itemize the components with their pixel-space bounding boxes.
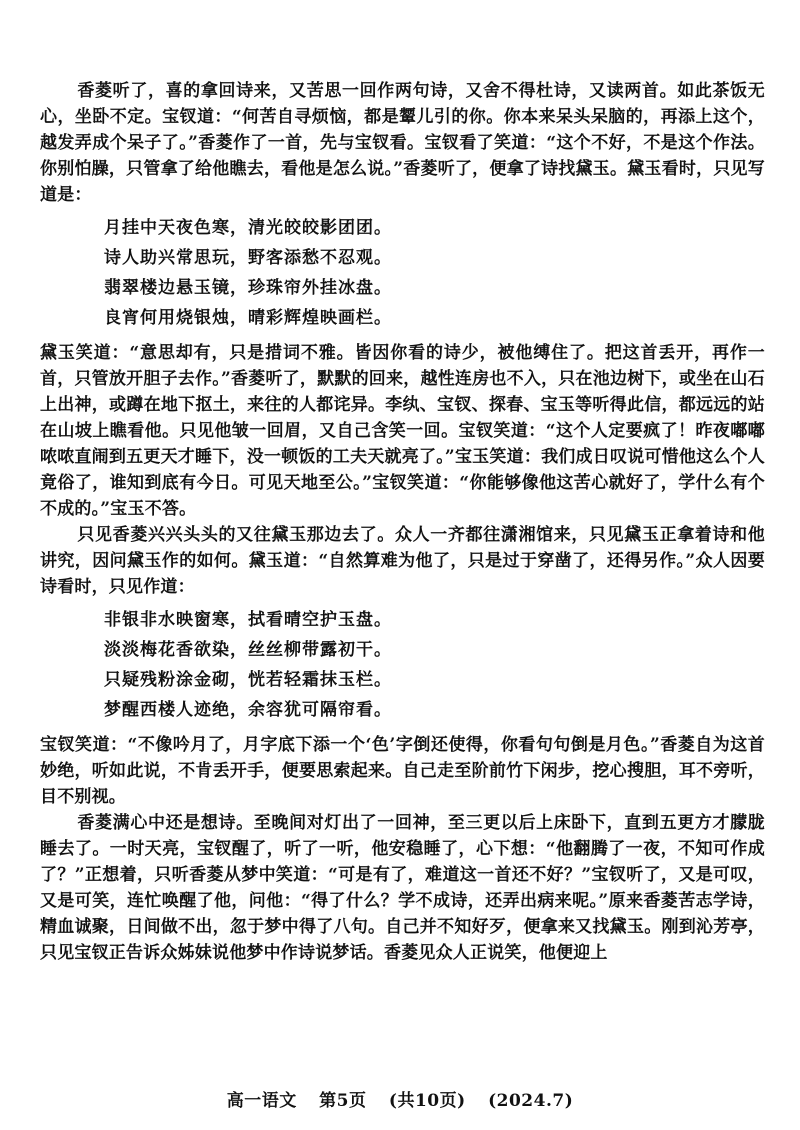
footer-page-number: 第5页 [319,1091,367,1111]
poem-second [40,605,765,725]
poem-line: 良宵何用烧银烛，晴彩辉煌映画栏。 [104,308,392,328]
paragraph: 只见香菱兴兴头头的又往黛玉那边去了。众人一齐都往潇湘馆来，只见黛玉正拿着诗和他讲究，因问黛玉作的如何。黛玉道：“自然算难为他了，只是过于穿凿了，还得另作。”众人因要诗看时，只见作道： [40,525,765,597]
poem-line: 淡淡梅花香欲染，丝丝柳带露初干。 [104,640,392,660]
poem-line: 梦醒西楼人迹绝，余容犹可隔帘看。 [104,700,392,720]
poem-line: 月挂中天夜色寒，清光皎皎影团团。 [104,218,392,238]
poem-line: 非银非水映窗寒，拭看晴空护玉盘。 [104,610,392,630]
poem-line: 翡翠楼边悬玉镜，珍珠帘外挂冰盘。 [104,278,392,298]
poem-line: 只疑残粉涂金砌，恍若轻霜抹玉栏。 [104,670,392,690]
footer-date: (2024.7) [488,1091,574,1111]
passage-text [40,78,765,966]
paragraph: 香菱满心中还是想诗。至晚间对灯出了一回神，至三更以后上床卧下，直到五更方才朦胧睡去了。一时天亮，宝钗醒了，听了一听，他安稳睡了，心下想：“他翻腾了一夜，不知可作成了？”正想着，只听香菱从梦中笑道：“可是有了，难道这一首还不好？”宝钗听了，又是可叹，又是可笑，连忙唤醒了他，问他：“得了什么？学不成诗，还弄出病来呢。”原来香菱苦志学诗，精血诚聚，日间做不出，忽于梦中得了八句。自己并不知好歹，便拿来又找黛玉。刚到沁芳亭，只见宝钗正告诉众姊妹说他梦中作诗说梦话。香菱见众人正说笑，他便迎上 [40,813,765,963]
footer-course: 高一语文 [226,1091,297,1111]
page-footer [0,1086,800,1111]
poem-line: 诗人助兴常思玩，野客添愁不忍观。 [104,248,392,268]
footer-total-pages: (共10页) [388,1091,466,1111]
poem-first [40,213,765,333]
paragraph: 黛玉笑道：“意思却有，只是措词不雅。皆因你看的诗少，被他缚住了。把这首丢开，再作一首，只管放开胆子去作。”香菱听了，默默的回来，越性连房也不入，只在池边树下，或坐在山石上出神，或蹲在地下抠土，来往的人都诧异。李纨、宝钗、探春、宝玉等听得此信，都远远的站在山坡上瞧看他。只见他皱一回眉，又自己含笑一回。宝钗笑道：“这个人定要疯了！昨夜嘟嘟哝哝直闹到五更天才睡下，没一顿饭的工夫天就亮了。”宝玉笑道：我们成日叹说可惜他这么个人竟俗了，谁知到底有今日。可见天地至公。”宝钗笑道：“你能够像他这苦心就好了，学什么有个不成的。”宝玉不答。 [40,343,765,519]
paragraph: 香菱听了，喜的拿回诗来，又苦思一回作两句诗，又舍不得杜诗，又读两首。如此茶饭无心，坐卧不定。宝钗道：“何苦自寻烦恼，都是颦儿引的你。你本来呆头呆脑的，再添上这个，越发弄成个呆子了。”香菱作了一首，先与宝钗看。宝钗看了笑道：“这个不好，不是这个作法。你别怕臊，只管拿了给他瞧去，看他是怎么说。”香菱听了，便拿了诗找黛玉。黛玉看时，只见写道是： [40,81,765,205]
paragraph: 宝钗笑道：“不像吟月了，月字底下添一个‘色’字倒还使得，你看句句倒是月色。”香菱自为这首妙绝，听如此说，不肯丢开手，便要思索起来。自己走至阶前竹下闲步，挖心搜胆，耳不旁听，目不别视。 [40,735,765,807]
